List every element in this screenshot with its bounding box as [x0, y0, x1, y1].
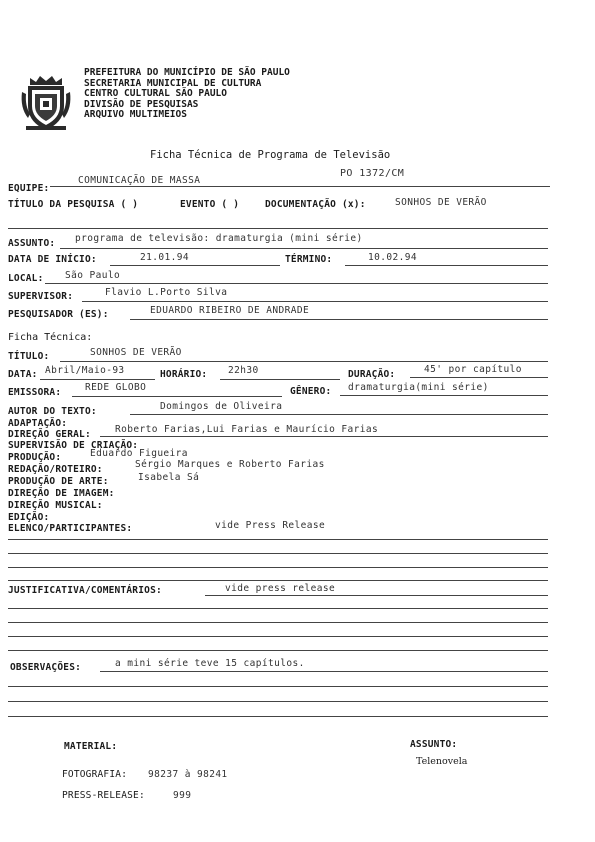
rule-blank-5 — [8, 608, 548, 609]
direcao-geral-label: DIREÇÃO GERAL: — [8, 429, 91, 440]
rule-blank-6 — [8, 622, 548, 623]
rule-data-inicio — [110, 265, 280, 266]
rule-blank-11 — [8, 716, 548, 717]
institution-header — [84, 68, 290, 121]
local-label: LOCAL: — [8, 273, 44, 284]
documentacao-label: DOCUMENTAÇÃO (x): — [265, 199, 366, 210]
rule-blank-1 — [8, 539, 548, 540]
observacoes-value: a mini série teve 15 capítulos. — [115, 658, 305, 669]
data-value: Abril/Maio-93 — [45, 365, 125, 376]
evento-label: EVENTO ( ) — [180, 199, 240, 210]
press-release-label: PRESS-RELEASE: — [62, 790, 145, 801]
fotografia-value: 98237 à 98241 — [148, 769, 228, 780]
rule-blank-2 — [8, 553, 548, 554]
elenco-value: vide Press Release — [215, 520, 326, 531]
header-line-1: PREFEITURA DO MUNICÍPIO DE SÃO PAULO — [84, 67, 290, 78]
rule-blank-8 — [8, 650, 548, 651]
redacao-label: REDAÇÃO/ROTEIRO: — [8, 464, 103, 475]
rule-blank-7 — [8, 636, 548, 637]
justificativa-label: JUSTIFICATIVA/COMENTÁRIOS: — [8, 585, 162, 596]
redacao-value: Sérgio Marques e Roberto Farias — [135, 459, 325, 470]
pesquisador-label: PESQUISADOR (ES): — [8, 309, 109, 320]
titulo-label: TÍTULO: — [8, 351, 50, 362]
rule-justificativa — [205, 595, 548, 596]
rule-blank-4 — [8, 580, 548, 581]
supervisor-label: SUPERVISOR: — [8, 291, 74, 302]
termino-label: TÉRMINO: — [285, 254, 333, 265]
equipe-label: EQUIPE: — [8, 183, 50, 194]
termino-value: 10.02.94 — [368, 252, 417, 263]
rule-genero — [340, 395, 548, 396]
rule-pesquisador — [130, 319, 548, 320]
reference-code: PO 1372/CM — [340, 168, 405, 179]
supervisao-criacao-label: SUPERVISÃO DE CRIAÇÃO: — [8, 440, 139, 451]
header-line-3: CENTRO CULTURAL SÃO PAULO — [84, 88, 227, 99]
producao-arte-label: PRODUÇÃO DE ARTE: — [8, 476, 109, 487]
producao-arte-value: Isabela Sá — [138, 472, 200, 483]
material-label: MATERIAL: — [64, 741, 118, 752]
emissora-value: REDE GLOBO — [85, 382, 147, 393]
elenco-label: ELENCO/PARTICIPANTES: — [8, 523, 133, 534]
adaptacao-label: ADAPTAÇÃO: — [8, 418, 68, 429]
rule-supervisor — [82, 301, 548, 302]
horario-label: HORÁRIO: — [160, 369, 208, 380]
assunto-label: ASSUNTO: — [8, 238, 56, 249]
horario-value: 22h30 — [228, 365, 259, 376]
header-line-4: DIVISÃO DE PESQUISAS — [84, 98, 199, 110]
coat-of-arms-emblem — [20, 72, 72, 132]
equipe-value: COMUNICAÇÃO DE MASSA — [78, 175, 201, 186]
autor-label: AUTOR DO TEXTO: — [8, 406, 97, 417]
genero-value: dramaturgia(mini série) — [348, 382, 489, 393]
footer-assunto-label: ASSUNTO: — [410, 739, 458, 750]
supervisor-value: Flavio L.Porto Silva — [105, 287, 228, 298]
fotografia-label: FOTOGRAFIA: — [62, 769, 128, 780]
rule-local — [45, 283, 548, 284]
edicao-label: EDIÇÃO: — [8, 512, 50, 523]
rule-direcao-geral — [100, 436, 548, 437]
rule-data — [40, 379, 155, 380]
rule-observacoes — [100, 671, 548, 672]
rule-blank-3 — [8, 567, 548, 568]
footer-assunto-value: Telenovela — [416, 756, 468, 767]
direcao-imagem-label: DIREÇÃO DE IMAGEM: — [8, 488, 115, 499]
ficha-section-label: Ficha Técnica: — [8, 332, 93, 343]
rule-assunto — [60, 248, 548, 249]
data-inicio-label: DATA DE INÍCIO: — [8, 254, 97, 265]
rule-blank-10 — [8, 701, 548, 702]
rule-autor — [130, 414, 548, 415]
header-line-5: ARQUIVO MULTIMEIOS — [84, 109, 187, 120]
titulo-value: SONHOS DE VERÃO — [90, 347, 182, 358]
genero-label: GÊNERO: — [290, 386, 332, 397]
pesquisador-value: EDUARDO RIBEIRO DE ANDRADE — [150, 305, 310, 316]
header-line-2: SECRETARIA MUNICIPAL DE CULTURA — [84, 77, 262, 89]
duracao-value: 45' por capítulo — [424, 364, 522, 375]
emissora-label: EMISSORA: — [8, 387, 62, 398]
titulo-pesquisa-value: SONHOS DE VERÃO — [395, 197, 487, 208]
producao-label: PRODUÇÃO: — [8, 452, 62, 463]
rule-emissora — [72, 396, 282, 397]
rule-termino — [345, 265, 548, 266]
direcao-musical-label: DIREÇÃO MUSICAL: — [8, 500, 103, 511]
rule-blank-9 — [8, 686, 548, 687]
rule-duracao — [410, 377, 548, 378]
rule-titulo — [60, 361, 548, 362]
data-inicio-value: 21.01.94 — [140, 252, 189, 263]
local-value: São Paulo — [65, 270, 121, 281]
rule-titulo-2 — [8, 228, 548, 229]
rule-equipe — [50, 186, 550, 187]
justificativa-value: vide press release — [225, 583, 336, 594]
press-release-value: 999 — [173, 790, 192, 801]
titulo-pesquisa-label: TÍTULO DA PESQUISA ( ) — [8, 199, 139, 210]
form-title: Ficha Técnica de Programa de Televisão — [150, 149, 391, 161]
producao-value: Eduardo Figueira — [90, 448, 188, 459]
data-label: DATA: — [8, 369, 38, 380]
autor-value: Domingos de Oliveira — [160, 401, 283, 412]
rule-horario — [220, 379, 340, 380]
observacoes-label: OBSERVAÇÕES: — [10, 662, 82, 673]
assunto-value: programa de televisão: dramaturgia (mini série) — [75, 233, 363, 244]
duracao-label: DURAÇÃO: — [348, 369, 396, 380]
direcao-geral-value: Roberto Farias,Lui Farias e Maurício Farias — [115, 424, 379, 435]
